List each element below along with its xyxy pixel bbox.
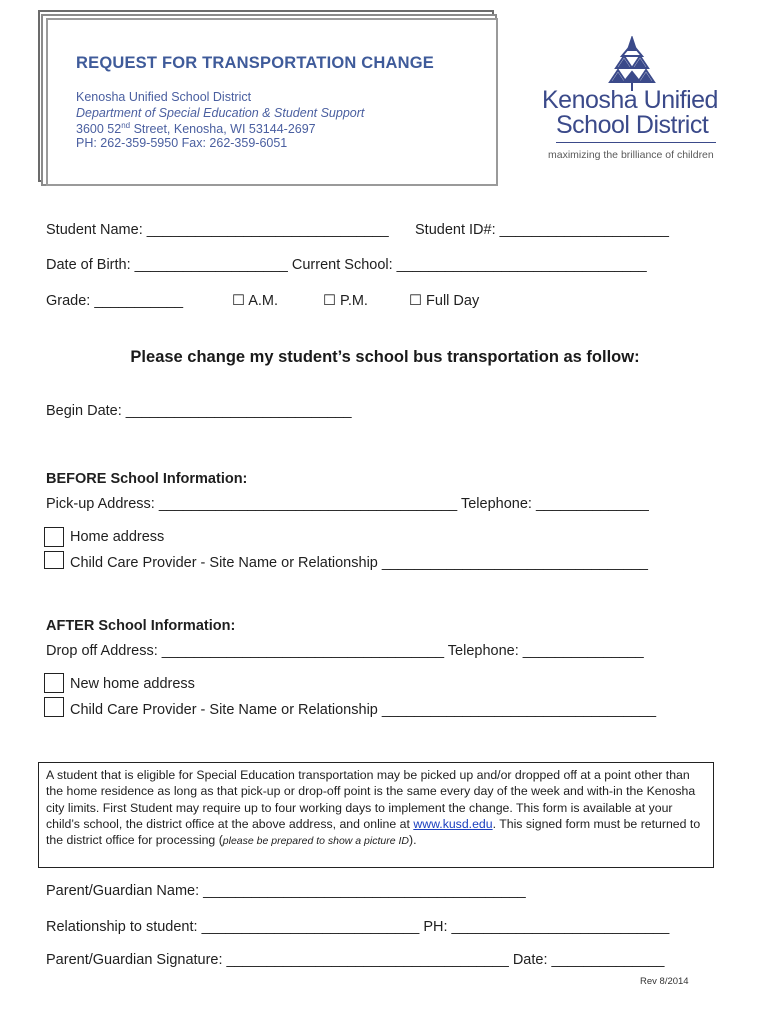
home-address-label: Home address bbox=[70, 529, 165, 545]
guardian-name-field[interactable]: Parent/Guardian Name: ________________________________________ bbox=[46, 883, 526, 899]
before-child-care-field[interactable]: Child Care Provider - Site Name or Relationship _________________________________ bbox=[70, 555, 648, 571]
section-heading: Please change my student’s school bus transportation as follow: bbox=[130, 348, 640, 366]
after-section-title: AFTER School Information: bbox=[46, 618, 236, 634]
student-name-field[interactable]: Student Name: ______________________________ bbox=[46, 222, 389, 238]
revision-label: Rev 8/2014 bbox=[640, 976, 689, 987]
district-address: 3600 52nd Street, Kenosha, WI 53144-2697 bbox=[76, 121, 316, 137]
new-home-address-checkbox[interactable] bbox=[44, 673, 64, 693]
department-name: Department of Special Education & Student Support bbox=[76, 106, 365, 120]
kusd-link[interactable]: www.kusd.edu bbox=[413, 816, 493, 831]
option-pm-checkbox[interactable]: ☐ P.M. bbox=[323, 293, 368, 309]
notice-text: A student that is eligible for Special Education transportation may be picked up and/or dropped off at a point other than the home residence as long as that pick-up or drop-off point is the same every day of the week and with-in the Kenosha city limits. First Student may require up to four working days to implement the change. This form is available at your child’s school, the district office at the above address, and online at bbox=[46, 768, 696, 831]
begin-date-field[interactable]: Begin Date: ____________________________ bbox=[46, 403, 352, 419]
logo-name-line2: School District bbox=[556, 111, 709, 139]
pickup-address-field[interactable]: Pick-up Address: _____________________________________ Telephone: ______________ bbox=[46, 496, 649, 512]
after-child-care-field[interactable]: Child Care Provider - Site Name or Relationship __________________________________ bbox=[70, 702, 657, 718]
option-full-day-checkbox[interactable]: ☐ Full Day bbox=[409, 293, 480, 309]
home-address-checkbox[interactable] bbox=[44, 527, 64, 547]
grade-field[interactable]: Grade: ___________ bbox=[46, 293, 184, 309]
logo-rule bbox=[556, 142, 716, 143]
before-section-title: BEFORE School Information: bbox=[46, 471, 248, 487]
signature-date-field[interactable]: Parent/Guardian Signature: ___________________________________ Date: ______________ bbox=[46, 952, 665, 968]
dob-school-field[interactable]: Date of Birth: ___________________ Current School: _______________________________ bbox=[46, 257, 647, 273]
notice-box: A student that is eligible for Special Education transportation may be picked up and/or dropped off at a point other than the home residence as long as that pick-up or drop-off point is the same every day of the week and with-in the Kenosha city limits. First Student may require up to four working days to implement the change. This form is available at your child’s school, the district office at the above address, and online at www.kusd.edu. This signed form must be returned to the district office for processing (please be prepared to show a picture ID). bbox=[38, 762, 714, 868]
logo-name-line1: Kenosha Unified bbox=[542, 86, 718, 114]
logo-tagline: maximizing the brilliance of children bbox=[548, 149, 714, 161]
district-phone: PH: 262-359-5950 Fax: 262-359-6051 bbox=[76, 136, 288, 150]
option-am-checkbox[interactable]: ☐ A.M. bbox=[232, 293, 279, 309]
new-home-address-label: New home address bbox=[70, 676, 195, 692]
district-logo-icon bbox=[606, 36, 658, 92]
form-title: REQUEST FOR TRANSPORTATION CHANGE bbox=[76, 54, 434, 72]
dropoff-address-field[interactable]: Drop off Address: ___________________________________ Telephone: _______________ bbox=[46, 643, 644, 659]
before-child-care-checkbox[interactable] bbox=[44, 551, 64, 569]
district-name: Kenosha Unified School District bbox=[76, 90, 252, 104]
relationship-phone-field[interactable]: Relationship to student: ___________________________ PH: ___________________________ bbox=[46, 919, 670, 935]
picture-id-note: please be prepared to show a picture ID bbox=[222, 835, 409, 848]
student-id-field[interactable]: Student ID#: _____________________ bbox=[415, 222, 669, 238]
after-child-care-checkbox[interactable] bbox=[44, 697, 64, 717]
